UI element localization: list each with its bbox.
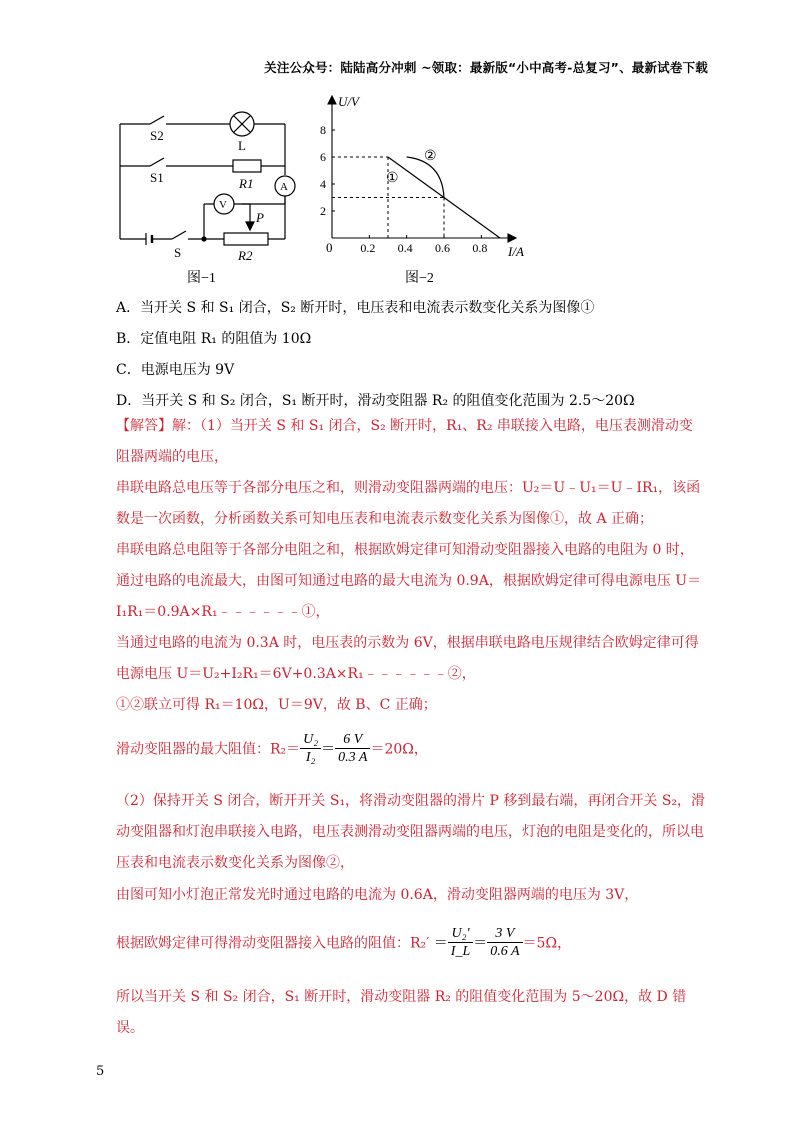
circuit-labels	[150, 128, 288, 286]
label-ammeter: A	[280, 181, 288, 193]
frac-num: 3 V	[487, 926, 522, 943]
frac-den: I_L	[450, 944, 471, 959]
fraction-u2-i2	[300, 732, 321, 767]
solution-p8: 所以当开关 S 和 S₂ 闭合，S₁ 断开时，滑动变阻器 R₂ 的阻值变化范围为 5～20Ω，故 D 错误。	[116, 989, 687, 1036]
frac-den: 0.3 A	[338, 750, 368, 765]
curve2-label: ②	[424, 149, 437, 164]
fraction-u2p-il	[448, 926, 473, 961]
max-r-prefix: 滑动变阻器的最大阻值：R₂＝	[116, 741, 301, 758]
frac-den: 0.6 A	[490, 944, 520, 959]
option-a: A．当开关 S 和 S₁ 闭合，S₂ 断开时，电压表和电流表示数变化关系为图像①	[116, 300, 595, 316]
graph-plot	[332, 157, 500, 238]
frac-num: 6 V	[335, 732, 370, 749]
label-slider: P	[256, 210, 264, 225]
x-tick-label: 0.4	[397, 241, 413, 255]
fraction-3v-06a	[487, 926, 522, 961]
graph	[328, 96, 516, 242]
solution-p7: 由图可知小灯泡正常发光时通过电路的电流为 0.6A，滑动变阻器两端的电压为 3V，	[116, 887, 639, 903]
option-c: C．电源电压为 9V	[116, 362, 235, 378]
x-tick-label: 0.2	[360, 241, 376, 255]
solution-p6: （2）保持开关 S 闭合，断开开关 S₁，将滑动变阻器的滑片 P 移到最右端，再闭合开关 S₂，滑动变阻器和灯泡串联接入电路，电压表测滑动变阻器两端的电压，灯泡的电阻是变化的，所以电压表和电流表示数变化关系为图像②，	[116, 793, 706, 871]
graph-labels	[326, 94, 524, 286]
label-switch-s: S	[174, 245, 182, 260]
graph-ticks	[320, 123, 487, 255]
max-r-suffix: ＝20Ω，	[370, 741, 428, 758]
curve1-label: ①	[386, 171, 399, 186]
graph-origin: 0	[326, 240, 333, 255]
r-prefix: 根据欧姆定律可得滑动变阻器接入电路的阻值：R₂′	[116, 935, 430, 952]
y-tick-label: 4	[320, 177, 326, 191]
y-tick-label: 6	[320, 150, 326, 164]
label-lamp: L	[238, 138, 246, 153]
fraction-6v-03a	[335, 732, 370, 767]
y-tick-label: 8	[320, 123, 326, 137]
x-tick-label: 0.6	[435, 241, 450, 255]
page-number: 5	[96, 1064, 105, 1079]
page-header: 关注公众号：陆陆高分冲刺 ~领取：最新版“小中高考-总复习”、最新试卷下载	[264, 60, 708, 75]
solution-p2: 串联电路总电压等于各部分电压之和，则滑动变阻器两端的电压：U₂＝U﹣U₁＝U﹣IR₁，该函数是一次函数，分析函数关系可知电压表和电流表示数变化关系为图像①，故 A 正确；	[116, 480, 701, 527]
figure2-caption: 图−2	[405, 271, 434, 286]
frac-num: U₂′	[448, 926, 473, 943]
circuit-diagram	[120, 112, 295, 245]
y-tick-label: 2	[320, 204, 326, 218]
option-d: D．当开关 S 和 S₂ 闭合，S₁ 断开时，滑动变阻器 R₂ 的阻值变化范围为 2.5～20Ω	[116, 393, 635, 409]
frac-num: U₂	[300, 732, 321, 749]
label-voltmeter: V	[219, 199, 227, 211]
solution-p4: 当通过电路的电流为 0.3A 时，电压表的示数为 6V，根据串联电路电压规律结合欧姆定律可得电源电压 U＝U₂+I₂R₁＝6V+0.3A×R₁﹣﹣﹣﹣﹣﹣②，	[116, 635, 699, 682]
graph-xlabel: I/A	[508, 244, 524, 259]
solution-p3: 串联电路总电阻等于各部分电阻之和，根据欧姆定律可知滑动变阻器接入电路的电阻为 0 时，通过电路的电流最大，由图可知通过电路的最大电流为 0.9A，根据欧姆定律可得电源电压 U＝I₁R₁＝0.9A×R₁﹣﹣﹣﹣﹣﹣①，	[116, 542, 702, 620]
max-resistance-line: 滑动变阻器的最大阻值：R₂＝ $\frac{\text{U₂}}{\text{I₂}}$ ＝ $\frac{6 V}{0.3 A}$ ＝20Ω，	[116, 732, 428, 765]
solution-p5: ①②联立可得 R₁＝10Ω，U＝9V，故 B、C 正确；	[116, 697, 437, 713]
option-b: B．定值电阻 R₁ 的阻值为 10Ω	[116, 331, 312, 347]
figure1-caption: 图−1	[187, 271, 216, 286]
resistance-line: 根据欧姆定律可得滑动变阻器接入电路的阻值：R₂′ ＝ $\frac{\text{U₂′}}{I\_L}$ ＝ $\frac{3 V}{0.6 A}$ ＝5Ω，	[116, 926, 572, 959]
solution-p1: 【解答】解：（1）当开关 S 和 S₁ 闭合，S₂ 断开时，R₁、R₂ 串联接入电路，电压表测滑动变阻器两端的电压，	[116, 418, 693, 465]
r-suffix: ＝5Ω，	[522, 935, 572, 952]
graph-ylabel: U/V	[338, 94, 359, 109]
frac-den: I₂	[305, 750, 316, 765]
figure-area	[112, 90, 532, 290]
label-s1: S1	[150, 170, 164, 185]
label-r1: R1	[239, 176, 254, 191]
label-s2: S2	[150, 128, 164, 143]
figures-svg	[112, 90, 532, 290]
x-tick-label: 0.8	[472, 241, 488, 255]
label-r2: R2	[238, 248, 253, 263]
